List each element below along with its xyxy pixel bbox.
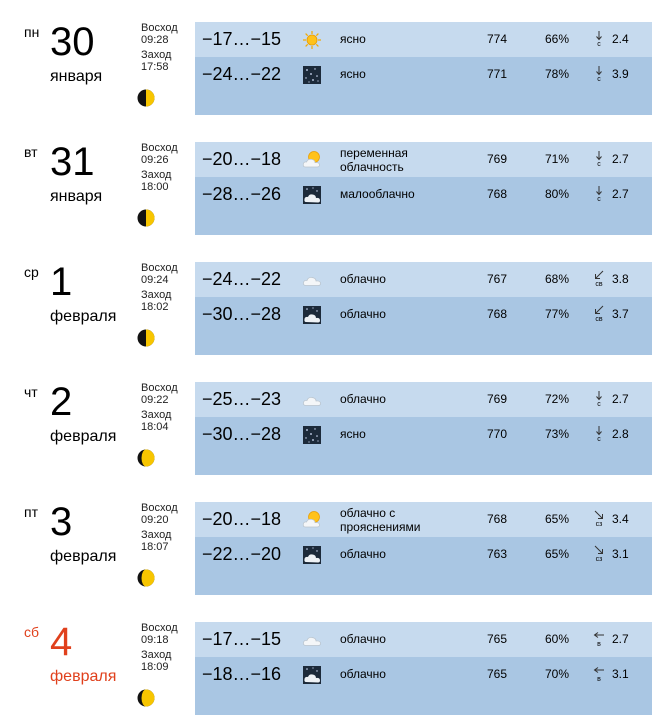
forecast-row-day [195, 22, 652, 57]
pressure: 770 [487, 427, 508, 441]
day-of-week: пт [24, 504, 38, 520]
sunrise-time: 09:20 [141, 514, 169, 526]
humidity: 80% [545, 187, 570, 201]
humidity: 65% [545, 512, 570, 526]
sunset-time: 18:02 [141, 301, 169, 313]
condition: переменная облачность [340, 146, 408, 174]
temperature: −22…−20 [202, 544, 282, 564]
humidity: 77% [545, 307, 570, 321]
sunset-label: Заход [141, 529, 172, 541]
forecast-panel [195, 262, 652, 355]
sun-times [141, 22, 178, 76]
wind-direction: св [595, 316, 603, 323]
wind-speed: 3.7 [612, 307, 629, 321]
temperature: −17…−15 [202, 629, 282, 649]
gibbous-moon-icon [136, 688, 156, 708]
forecast-panel [195, 502, 652, 595]
month-name: января [50, 68, 103, 85]
wind-speed: 2.7 [612, 152, 629, 166]
wind-direction: с [597, 41, 601, 48]
wind-speed: 2.4 [612, 32, 629, 46]
day-block [0, 382, 663, 482]
wind-direction: с [597, 436, 601, 443]
condition: облачно [340, 392, 386, 406]
pressure: 765 [487, 667, 508, 681]
sunset-label: Заход [141, 289, 172, 301]
half-moon-icon [136, 88, 156, 108]
wind-speed: 2.7 [612, 632, 629, 646]
temperature: −20…−18 [202, 149, 282, 169]
day-block [0, 262, 663, 362]
wind-speed: 3.8 [612, 272, 629, 286]
forecast-row-night [195, 177, 652, 212]
day-of-week: пн [24, 24, 40, 40]
forecast-row-day [195, 502, 652, 537]
forecast-row-night [195, 57, 652, 92]
month-name: февраля [50, 428, 117, 445]
sunset-label: Заход [141, 649, 172, 661]
sunrise-label: Восход [141, 382, 178, 394]
forecast-row-night [195, 537, 652, 572]
pressure: 767 [487, 272, 508, 286]
night-cloud-icon [302, 545, 322, 565]
forecast-row-day [195, 262, 652, 297]
forecast-row-day [195, 382, 652, 417]
wind-speed: 2.8 [612, 427, 629, 441]
condition: малооблачно [340, 187, 415, 201]
temperature: −18…−16 [202, 664, 282, 684]
wind-speed: 3.1 [612, 547, 629, 561]
night-cloud-icon [302, 305, 322, 325]
cloud-icon [302, 630, 322, 650]
sunrise-time: 09:26 [141, 154, 169, 166]
wind-speed: 3.9 [612, 67, 629, 81]
sun-cloud-icon [302, 510, 322, 530]
condition: облачно [340, 307, 386, 321]
gibbous-moon-icon [136, 448, 156, 468]
wind-direction: сз [595, 521, 603, 528]
wind-direction: с [597, 76, 601, 83]
day-number: 3 [50, 500, 73, 544]
month-name: февраля [50, 308, 117, 325]
sunset-label: Заход [141, 169, 172, 181]
forecast-row-day [195, 622, 652, 657]
sun-cloud-icon [302, 150, 322, 170]
sun-icon [302, 30, 322, 50]
sunrise-time: 09:22 [141, 394, 169, 406]
day-of-week: вт [24, 144, 38, 160]
sunrise-label: Восход [141, 142, 178, 154]
condition: облачно с прояснениями [340, 506, 421, 534]
humidity: 73% [545, 427, 570, 441]
month-name: февраля [50, 668, 117, 685]
day-number: 4 [50, 620, 73, 664]
cloud-icon [302, 390, 322, 410]
pressure: 769 [487, 392, 508, 406]
sunrise-label: Восход [141, 502, 178, 514]
condition: облачно [340, 632, 386, 646]
forecast-panel [195, 142, 652, 235]
day-of-week: чт [24, 384, 38, 400]
day-of-week: ср [24, 264, 39, 280]
half-moon-icon [136, 208, 156, 228]
sunset-label: Заход [141, 49, 172, 61]
day-number: 2 [50, 380, 73, 424]
day-of-week: сб [24, 624, 40, 640]
night-cloud-icon [302, 665, 322, 685]
condition: ясно [340, 67, 366, 81]
pressure: 763 [487, 547, 508, 561]
day-block [0, 622, 663, 721]
sunset-label: Заход [141, 409, 172, 421]
wind-direction: с [597, 196, 601, 203]
pressure: 768 [487, 187, 508, 201]
temperature: −20…−18 [202, 509, 282, 529]
sunset-time: 18:09 [141, 661, 169, 673]
month-name: января [50, 188, 103, 205]
humidity: 70% [545, 667, 570, 681]
sunrise-time: 09:24 [141, 274, 169, 286]
temperature: −17…−15 [202, 29, 282, 49]
humidity: 72% [545, 392, 570, 406]
wind-direction: с [597, 161, 601, 168]
forecast-panel [195, 382, 652, 475]
sunrise-time: 09:28 [141, 34, 169, 46]
wind-speed: 3.4 [612, 512, 629, 526]
temperature: −24…−22 [202, 269, 282, 289]
cloud-icon [302, 270, 322, 290]
temperature: −25…−23 [202, 389, 282, 409]
pressure: 774 [487, 32, 508, 46]
temperature: −24…−22 [202, 64, 282, 84]
sunrise-time: 09:18 [141, 634, 169, 646]
sun-times [141, 262, 178, 316]
wind-speed: 3.1 [612, 667, 629, 681]
wind-speed: 2.7 [612, 392, 629, 406]
humidity: 68% [545, 272, 570, 286]
forecast-row-night [195, 297, 652, 332]
night-cloud-icon [302, 185, 322, 205]
pressure: 768 [487, 307, 508, 321]
day-number: 30 [50, 20, 95, 64]
sunset-time: 17:58 [141, 61, 169, 73]
pressure: 771 [487, 67, 508, 81]
wind-direction: в [597, 641, 601, 648]
sunrise-label: Восход [141, 622, 178, 634]
day-block [0, 22, 663, 122]
humidity: 65% [545, 547, 570, 561]
wind-direction: с [597, 401, 601, 408]
humidity: 66% [545, 32, 570, 46]
sunset-time: 18:00 [141, 181, 169, 193]
temperature: −28…−26 [202, 184, 282, 204]
day-block [0, 502, 663, 602]
half-moon-icon [136, 328, 156, 348]
wind-direction: св [595, 281, 603, 288]
forecast-row-night [195, 657, 652, 692]
month-name: февраля [50, 548, 117, 565]
pressure: 765 [487, 632, 508, 646]
night-clear-icon [302, 425, 322, 445]
condition: облачно [340, 272, 386, 286]
pressure: 769 [487, 152, 508, 166]
condition: облачно [340, 547, 386, 561]
humidity: 60% [545, 632, 570, 646]
sun-times [141, 502, 178, 556]
sunrise-label: Восход [141, 22, 178, 34]
sun-times [141, 142, 178, 196]
forecast-row-day [195, 142, 652, 177]
night-clear-icon [302, 65, 322, 85]
day-block [0, 142, 663, 242]
temperature: −30…−28 [202, 424, 282, 444]
day-number: 31 [50, 140, 95, 184]
pressure: 768 [487, 512, 508, 526]
humidity: 78% [545, 67, 570, 81]
condition: ясно [340, 427, 366, 441]
sun-times [141, 622, 178, 676]
gibbous-moon-icon [136, 568, 156, 588]
wind-direction: сз [595, 556, 603, 563]
wind-speed: 2.7 [612, 187, 629, 201]
forecast-panel [195, 22, 652, 115]
sunset-time: 18:07 [141, 541, 169, 553]
sunrise-label: Восход [141, 262, 178, 274]
condition: ясно [340, 32, 366, 46]
sunset-time: 18:04 [141, 421, 169, 433]
temperature: −30…−28 [202, 304, 282, 324]
sun-times [141, 382, 178, 436]
day-number: 1 [50, 260, 73, 304]
condition: облачно [340, 667, 386, 681]
wind-direction: в [597, 676, 601, 683]
forecast-panel [195, 622, 652, 715]
humidity: 71% [545, 152, 570, 166]
forecast-row-night [195, 417, 652, 452]
